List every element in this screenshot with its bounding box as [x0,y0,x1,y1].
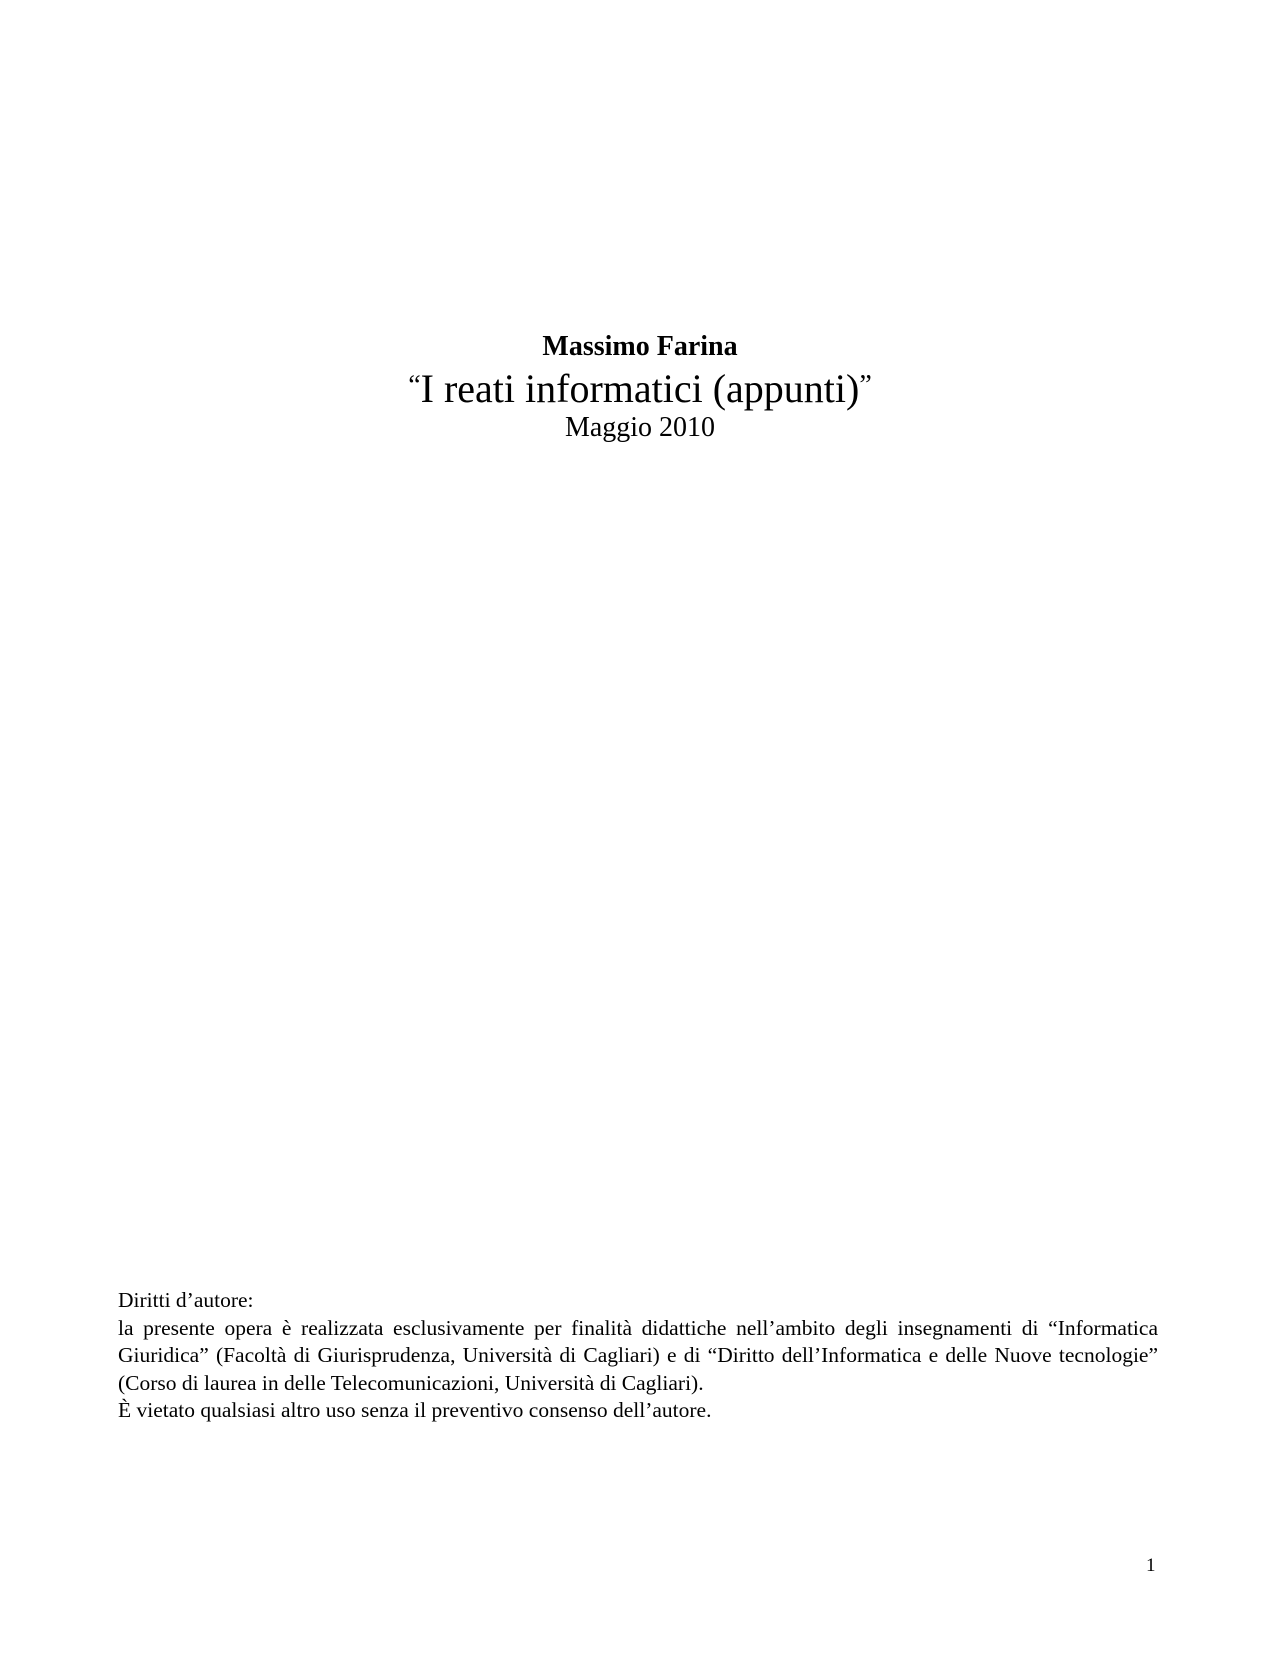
title-close-quote: ” [859,370,872,401]
copyright-notice [118,1287,1158,1425]
title-text: I reati informatici (appunti) [420,366,860,411]
document-title [0,364,1280,411]
author-name: Massimo Farina [542,331,738,362]
title-open-quote: “ [408,370,421,401]
rights-body: la presente opera è realizzata esclusivamente per finalità didattiche nell’ambito degli insegnamenti di “Informatica Giuridica” (Facoltà di Giurisprudenza, Università di Cagliari) e di “Diritto dell’Informatica e delle Nuove tecnologie” (Corso di laurea in delle Telecomunicazioni, Università di Cagliari). [118,1315,1158,1395]
rights-heading: Diritti d’autore: [118,1288,254,1312]
page-number: 1 [1146,1555,1156,1576]
title-block [0,330,1280,445]
document-date: Maggio 2010 [564,412,716,443]
rights-prohibition: È vietato qualsiasi altro uso senza il preventivo consenso dell’autore. [118,1398,712,1422]
